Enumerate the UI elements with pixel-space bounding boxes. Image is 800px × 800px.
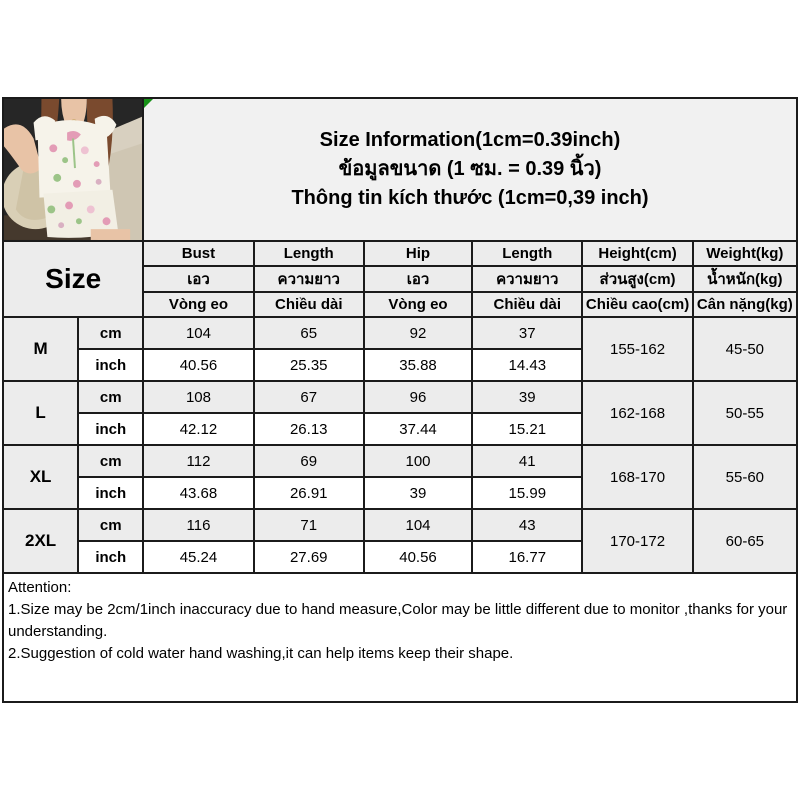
m-length2-cm: 37 (472, 317, 582, 349)
unit-inch: inch (78, 349, 143, 381)
col-header-hip-en: Hip (364, 241, 472, 266)
col-header-length2-en: Length (472, 241, 582, 266)
unit-cm: cm (78, 317, 143, 349)
row-l-cm (3, 381, 797, 413)
size-label-m: M (3, 317, 78, 381)
m-length-inch: 25.35 (254, 349, 364, 381)
col-header-height-en: Height(cm) (582, 241, 692, 266)
xl-height-range: 168-170 (582, 445, 692, 509)
xl-hip-cm: 100 (364, 445, 472, 477)
col-header-hip-vi: Vòng eo (364, 292, 472, 317)
col-header-height-vi: Chiều cao(cm) (582, 292, 692, 317)
2xl-length2-cm: 43 (472, 509, 582, 541)
2xl-hip-inch: 40.56 (364, 541, 472, 573)
2xl-weight-range: 60-65 (693, 509, 797, 573)
m-hip-inch: 35.88 (364, 349, 472, 381)
size-chart-sheet (2, 97, 798, 703)
m-length2-inch: 14.43 (472, 349, 582, 381)
cell-flag-icon (144, 99, 153, 108)
title-vietnamese: Thông tin kích thước (1cm=0,39 inch) (291, 187, 649, 209)
unit-cm: cm (78, 509, 143, 541)
col-header-length-vi: Chiều dài (254, 292, 364, 317)
row-xl-cm (3, 445, 797, 477)
m-bust-inch: 40.56 (143, 349, 253, 381)
attention-note-1: 1.Size may be 2cm/1inch inaccuracy due to hand measure,Color may be little different due to monitor ,thanks for your understanding. (8, 601, 788, 640)
2xl-bust-cm: 116 (143, 509, 253, 541)
xl-length2-cm: 41 (472, 445, 582, 477)
col-header-bust-en: Bust (143, 241, 253, 266)
l-bust-inch: 42.12 (143, 413, 253, 445)
unit-inch: inch (78, 413, 143, 445)
xl-bust-cm: 112 (143, 445, 253, 477)
m-weight-range: 45-50 (693, 317, 797, 381)
xl-hip-inch: 39 (364, 477, 472, 509)
unit-inch: inch (78, 541, 143, 573)
l-height-range: 162-168 (582, 381, 692, 445)
row-2xl-cm (3, 509, 797, 541)
title-thai: ข้อมูลขนาด (1 ซม. = 0.39 นิ้ว) (338, 158, 602, 180)
unit-cm: cm (78, 381, 143, 413)
size-column-header: Size (3, 241, 143, 317)
l-bust-cm: 108 (143, 381, 253, 413)
col-header-weight-en: Weight(kg) (693, 241, 797, 266)
row-m-cm (3, 317, 797, 349)
xl-bust-inch: 43.68 (143, 477, 253, 509)
size-label-xl: XL (3, 445, 78, 509)
size-table (2, 240, 798, 574)
l-hip-inch: 37.44 (364, 413, 472, 445)
col-header-bust-vi: Vòng eo (143, 292, 253, 317)
col-header-length-en: Length (254, 241, 364, 266)
xl-length-inch: 26.91 (254, 477, 364, 509)
m-length-cm: 65 (254, 317, 364, 349)
l-length2-inch: 15.21 (472, 413, 582, 445)
attention-box (2, 574, 798, 703)
l-length2-cm: 39 (472, 381, 582, 413)
size-label-l: L (3, 381, 78, 445)
xl-length2-inch: 15.99 (472, 477, 582, 509)
attention-note-2: 2.Suggestion of cold water hand washing,it can help items keep their shape. (8, 645, 514, 662)
m-hip-cm: 92 (364, 317, 472, 349)
2xl-bust-inch: 45.24 (143, 541, 253, 573)
title-english: Size Information(1cm=0.39inch) (319, 129, 621, 151)
l-length-cm: 67 (254, 381, 364, 413)
product-photo (4, 99, 144, 240)
unit-cm: cm (78, 445, 143, 477)
xl-length-cm: 69 (254, 445, 364, 477)
col-header-hip-th: เอว (364, 266, 472, 292)
2xl-length-cm: 71 (254, 509, 364, 541)
col-header-weight-vi: Cân nặng(kg) (693, 292, 797, 317)
col-header-length2-th: ความยาว (472, 266, 582, 292)
l-length-inch: 26.13 (254, 413, 364, 445)
col-header-length-th: ความยาว (254, 266, 364, 292)
2xl-length-inch: 27.69 (254, 541, 364, 573)
product-photo-illustration (4, 99, 142, 240)
col-header-bust-th: เอว (143, 266, 253, 292)
title-block (144, 99, 796, 240)
m-height-range: 155-162 (582, 317, 692, 381)
header-row-en (3, 241, 797, 266)
attention-title: Attention: (8, 579, 72, 596)
l-hip-cm: 96 (364, 381, 472, 413)
xl-weight-range: 55-60 (693, 445, 797, 509)
col-header-height-th: ส่วนสูง(cm) (582, 266, 692, 292)
2xl-hip-cm: 104 (364, 509, 472, 541)
l-weight-range: 50-55 (693, 381, 797, 445)
m-bust-cm: 104 (143, 317, 253, 349)
size-label-2xl: 2XL (3, 509, 78, 573)
col-header-length2-vi: Chiều dài (472, 292, 582, 317)
top-band (2, 97, 798, 240)
2xl-length2-inch: 16.77 (472, 541, 582, 573)
unit-inch: inch (78, 477, 143, 509)
2xl-height-range: 170-172 (582, 509, 692, 573)
col-header-weight-th: น้ำหนัก(kg) (693, 266, 797, 292)
